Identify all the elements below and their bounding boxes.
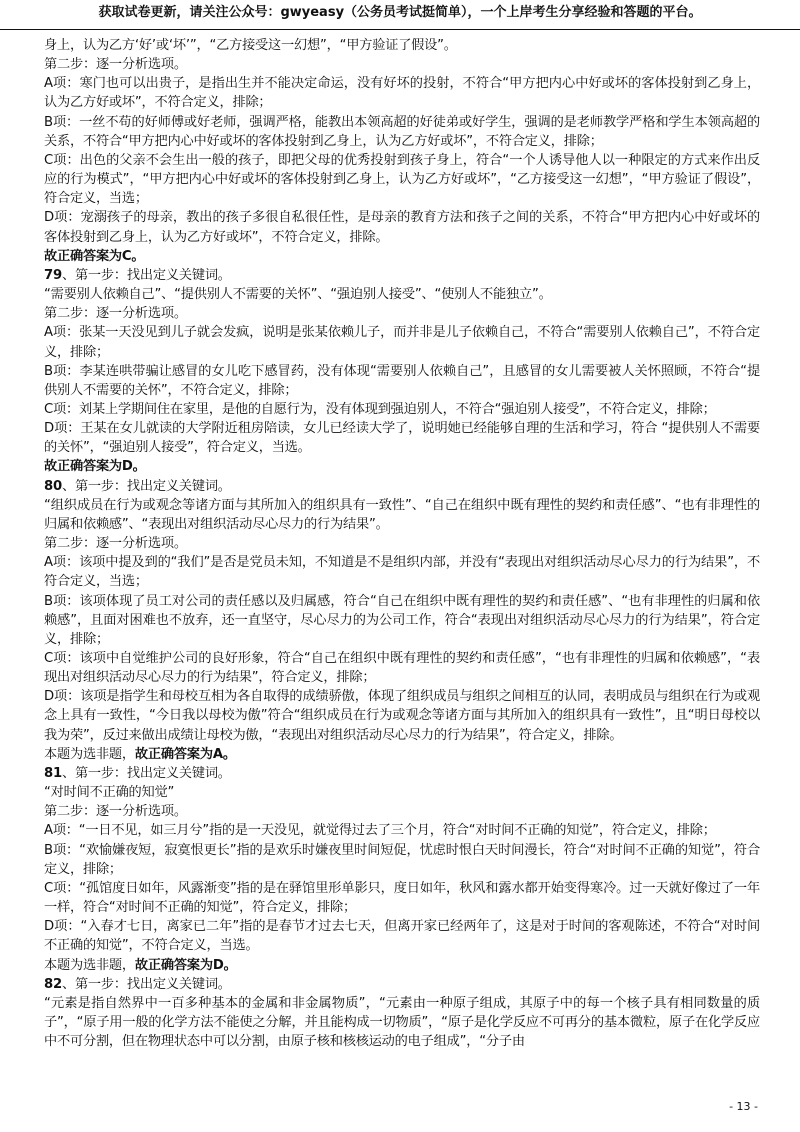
answer-line xyxy=(44,457,760,476)
paragraph: 第二步：逐一分析选项。 xyxy=(44,57,187,73)
paragraph: A项：寒门也可以出贵子，是指出生并不能决定命运，没有好坏的投射，不符合“甲方把内心中好或坏的客体投射到乙身上，认为乙方好或坏”，不符合定义，排除； xyxy=(44,76,760,111)
page-number: - 13 - xyxy=(729,1100,758,1113)
paragraph: 第二步：逐一分析选项。 xyxy=(44,536,187,552)
answer-prefix: 本题为选非题， xyxy=(44,746,135,762)
paragraph: A项：张某一天没见到儿子就会发疯，说明是张某依赖儿子，而并非是儿子依赖自己，不符合“需要别人依赖自己”，不符合定义，排除； xyxy=(44,325,760,360)
paragraph: C项：出色的父亲不会生出一般的孩子，即把父母的优秀投射到孩子身上，符合“一个人诱导他人以一种限定的方式来作出反应的行为模式”，“甲方把内心中好或坏的客体投射到乙身上，认为乙方好或坏”，“乙方接受这一幻想”，“甲方验证了假设”，符合定义，当选； xyxy=(44,152,760,207)
paragraph: C项：刘某上学期间住在家里，是他的自愿行为，没有体现到强迫别人，不符合“强迫别人接受”，不符合定义，排除； xyxy=(44,401,716,417)
paragraph: “元素是指自然界中一百多种基本的金属和非金属物质”，“元素由一种原子组成，其原子中的每一个核子具有相同数量的质子”，“原子用一般的化学方法不能使之分解，并且能构成一切物质”，“原子是化学反应不可再分的基本微粒，原子在化学反应中不可分割，但在物理状态中可以分割，由原子核和核核运动的电子组成”，“分子由 xyxy=(44,995,760,1050)
question-number: 80 xyxy=(44,478,62,494)
paragraph: “组织成员在行为或观念等诸方面与其所加入的组织具有一致性”、“自己在组织中既有理性的契约和责任感”、“也有非理性的归属和依赖感”、“表现出对组织活动尽心尽力的行为结果”。 xyxy=(44,497,760,532)
paragraph: C项：该项中自觉维护公司的良好形象，符合“自己在组织中既有理性的契约和责任感”，“也有非理性的归属和依赖感”，“表现出对组织活动尽心尽力的行为结果”，符合定义，排除； xyxy=(44,651,760,686)
document-body xyxy=(44,36,760,1051)
paragraph: C项：“孤馆度日如年，风露渐变”指的是在驿馆里形单影只，度日如年，秋风和露水都开始变得寒冷。过一天就好像过了一年一样，符合“对时间不正确的知觉”，符合定义，排除； xyxy=(44,880,760,916)
paragraph: B项：该项体现了员工对公司的责任感以及归属感，符合“自己在组织中既有理性的契约和责任感”、“也有非理性的归属和依赖感”，且面对困难也不放弃，还一直坚守，尽心尽力的为公司工作，符合“表现出对组织活动尽心尽力的行为结果”，符合定义，排除； xyxy=(44,593,760,647)
answer-line xyxy=(44,247,760,266)
paragraph: A项：该项中提及到的“我们”是否是党员未知，不知道是不是组织内部，并没有“表现出对组织活动尽心尽力的行为结果”，不符合定义，当选； xyxy=(44,555,760,590)
paragraph: “对时间不正确的知觉” xyxy=(44,785,175,801)
paragraph: B项：“欢愉嫌夜短，寂寞恨更长”指的是欢乐时嫌夜里时间短促，忧虑时恨白天时间漫长，符合“对时间不正确的知觉”，符合定义，排除； xyxy=(44,842,760,877)
question-number: 79 xyxy=(44,267,62,283)
answer-text: 故正确答案为A。 xyxy=(134,746,236,762)
paragraph: B项：一丝不苟的好师傅或好老师，强调严格，能教出本领高超的好徒弟或好学生，强调的是老师教学严格和学生本领高超的关系，不符合“甲方把内心中好或坏的客体投射到乙身上，认为乙方好或坏”，不符合定义，排除； xyxy=(44,114,760,149)
paragraph: D项：该项是指学生和母校互相为各自取得的成绩骄傲，体现了组织成员与组织之间相互的认同，表明成员与组织在行为或观念上具有一致性，“今日我以母校为傲”符合“组织成员在行为或观念等诸方面与其所加入的组织具有一致性”，且“明日母校以我为荣”，反过来做出成绩让母校为傲，“表现出对组织活动尽心尽力的行为结果”，符合定义，排除。 xyxy=(44,689,760,743)
paragraph: A项：“一日不见，如三月兮”指的是一天没见，就觉得过去了三个月，符合“对时间不正确的知觉”，符合定义，排除； xyxy=(44,823,716,839)
paragraph: “需要别人依赖自己”、“提供别人不需要的关怀”、“强迫别人接受”、“使别人不能独立”。 xyxy=(44,287,552,303)
answer-prefix: 本题为选非题， xyxy=(44,957,135,973)
answer-text: 故正确答案为C。 xyxy=(44,248,145,264)
page-header: 获取试卷更新，请关注公众号：gwyeasy（公务员考试挺简单），一个上岸考生分享经验和答题的平台。 xyxy=(0,0,800,30)
question-number: 82 xyxy=(44,976,62,992)
paragraph: D项：宠溺孩子的母亲，教出的孩子多很自私很任性，是母亲的教育方法和孩子之间的关系，不符合“甲方把内心中好或坏的客体投射到乙身上，认为乙方好或坏”，不符合定义，排除。 xyxy=(44,210,760,245)
paragraph: D项：“入春才七日，离家已二年”指的是春节才过去七天，但离开家已经两年了，这是对于时间的客观陈述，不符合“对时间不正确的知觉”，不符合定义，当选。 xyxy=(44,919,760,954)
question-step: 、第一步：找出定义关键词。 xyxy=(61,267,231,283)
question-heading xyxy=(44,477,760,496)
paragraph: B项：李某连哄带骗让感冒的女儿吃下感冒药，没有体现“需要别人依赖自己”，且感冒的女儿需要被人关怀照顾，不符合“提供别人不需要的关怀”，不符合定义，排除； xyxy=(44,363,760,398)
question-heading xyxy=(44,975,760,994)
question-step: 、第一步：找出定义关键词。 xyxy=(61,478,231,494)
answer-line xyxy=(44,956,760,975)
paragraph: 第二步：逐一分析选项。 xyxy=(44,306,187,322)
answer-text: 故正确答案为D。 xyxy=(134,957,237,973)
answer-text: 故正确答案为D。 xyxy=(44,459,146,475)
paragraph: 第二步：逐一分析选项。 xyxy=(44,804,187,820)
question-step: 、第一步：找出定义关键词。 xyxy=(61,765,231,781)
question-heading xyxy=(44,764,760,783)
question-number: 81 xyxy=(44,765,62,781)
question-step: 、第一步：找出定义关键词。 xyxy=(61,976,231,992)
paragraph: D项：王某在女儿就读的大学附近租房陪读，女儿已经读大学了，说明她已经能够自理的生活和学习，符合 “提供别人不需要的关怀”，“强迫别人接受”，符合定义，当选。 xyxy=(44,421,760,456)
question-heading xyxy=(44,266,760,285)
paragraph: 身上，认为乙方‘好’或‘坏’”，“乙方接受这一幻想”，“甲方验证了假设”。 xyxy=(44,38,457,53)
answer-line xyxy=(44,745,760,764)
